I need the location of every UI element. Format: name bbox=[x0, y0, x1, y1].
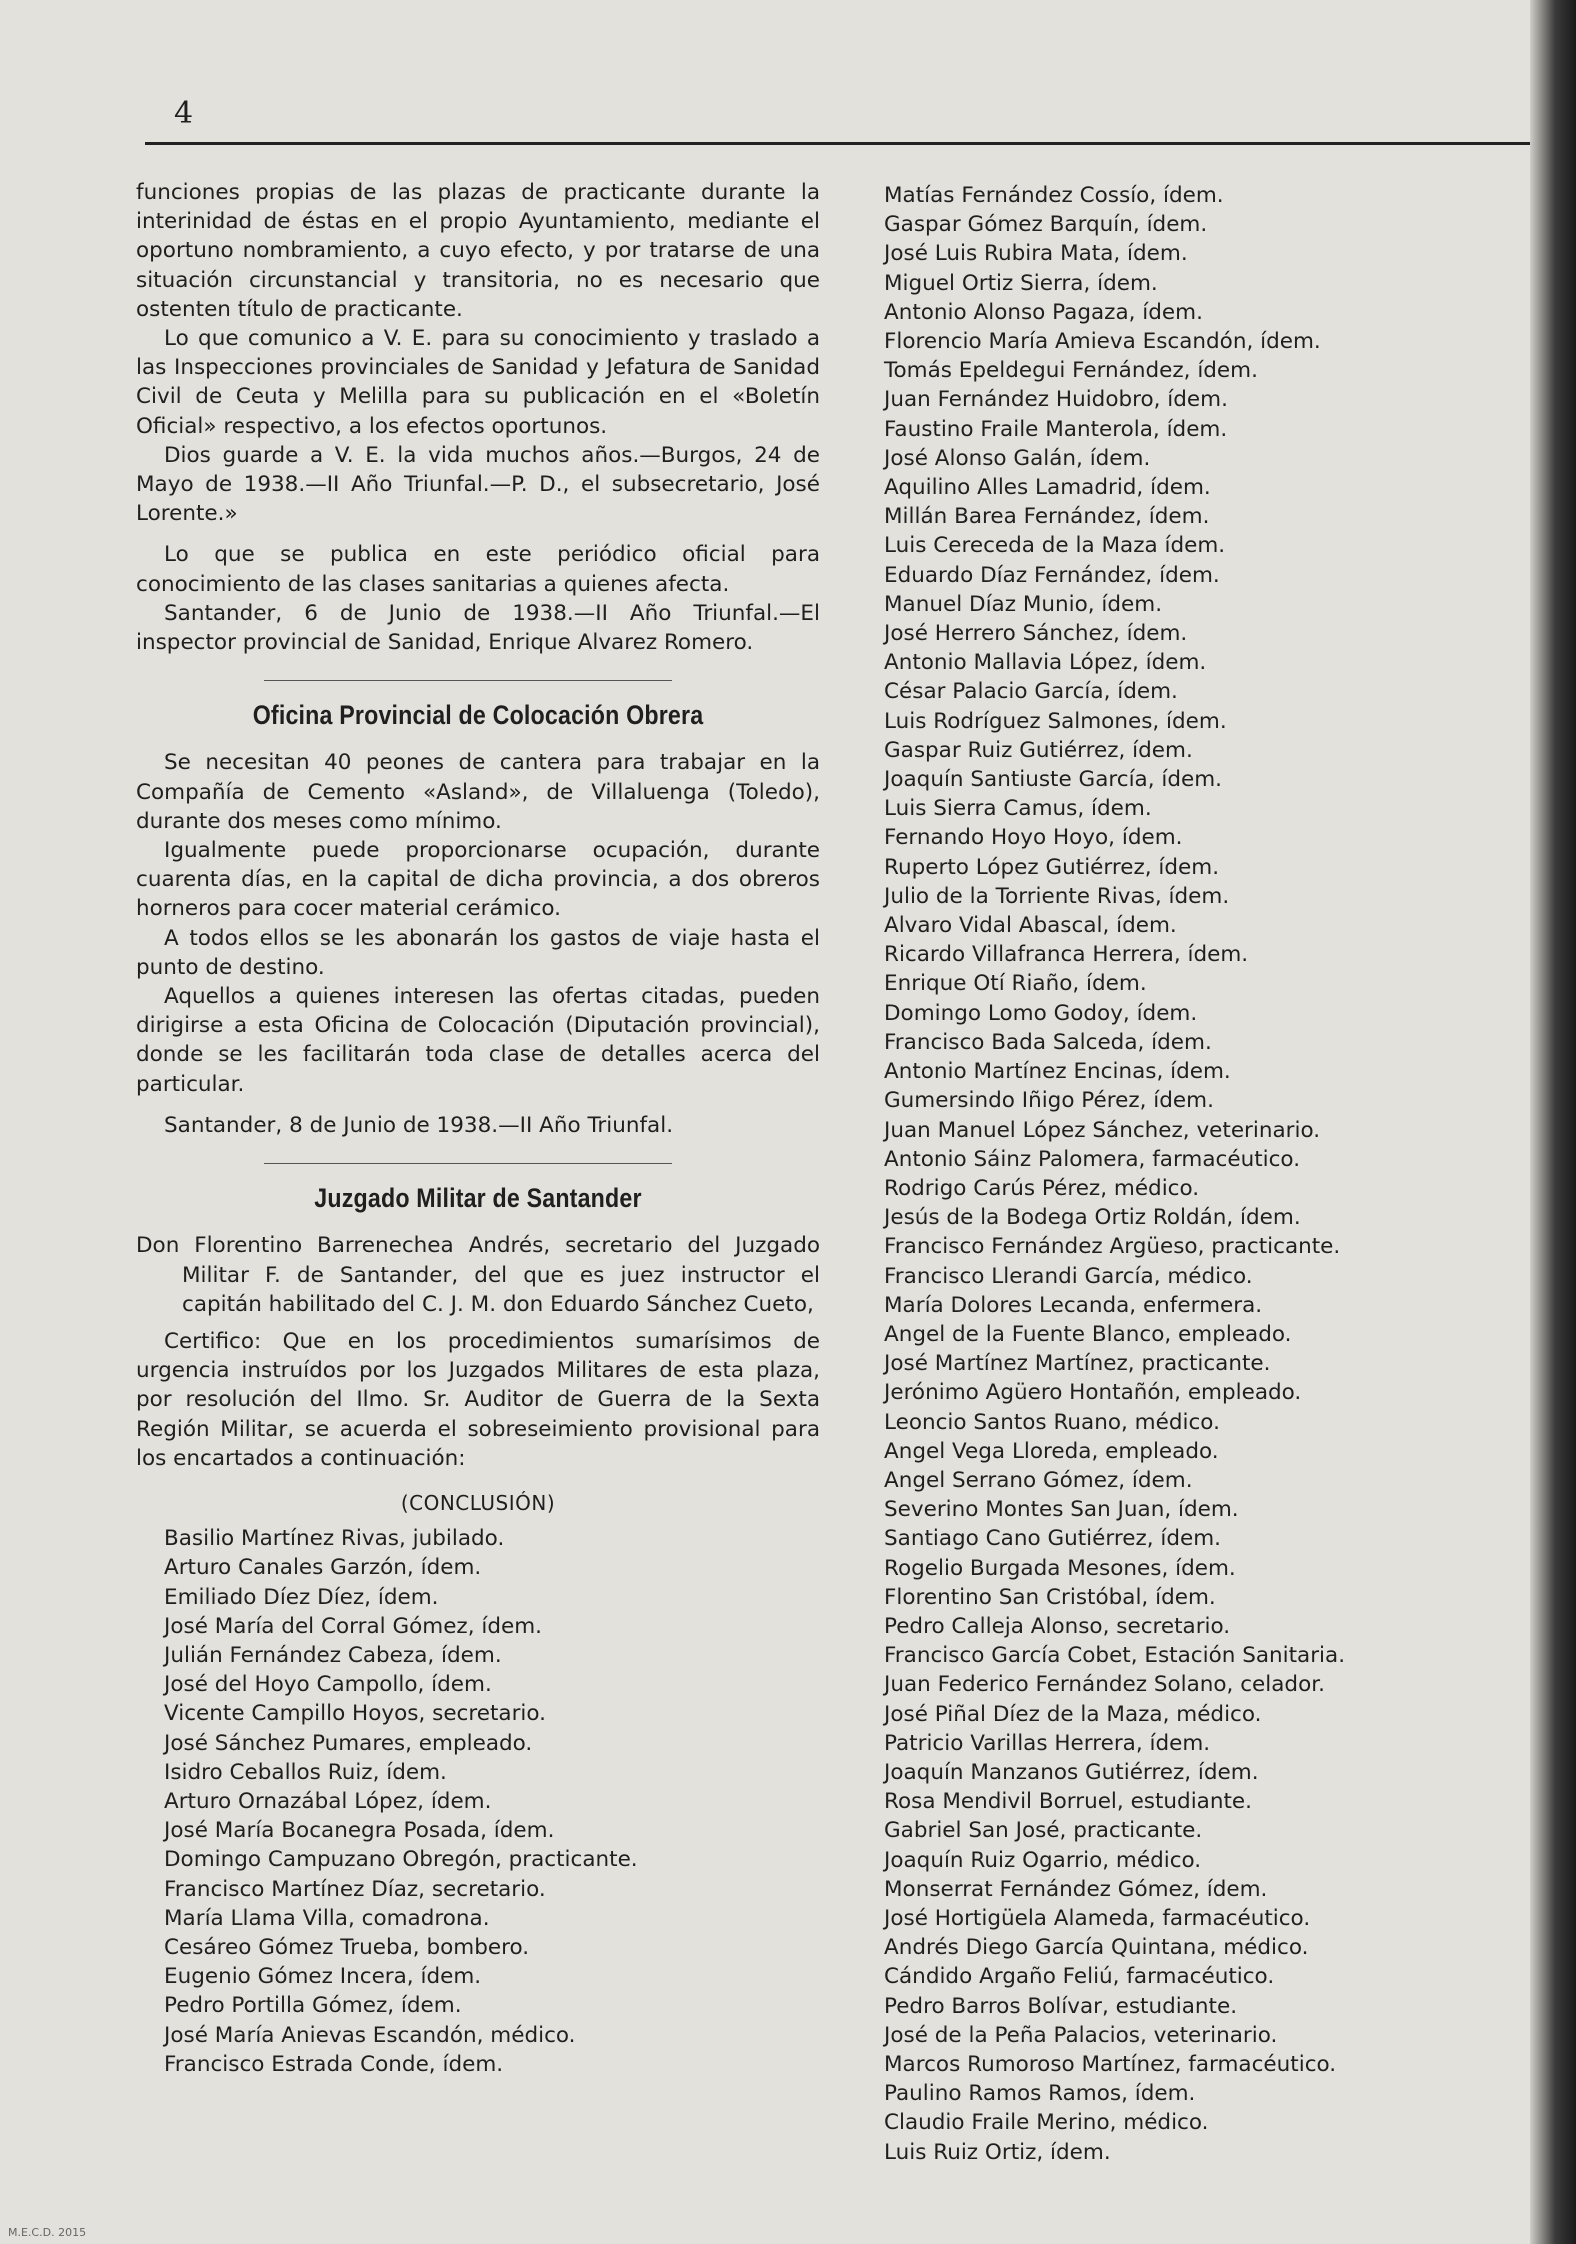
list-item: Gumersindo Iñigo Pérez, ídem. bbox=[884, 1088, 1214, 1114]
footer-watermark: M.E.C.D. 2015 bbox=[8, 2226, 87, 2239]
page-number: 4 bbox=[174, 96, 194, 131]
list-item: Florentino San Cristóbal, ídem. bbox=[884, 1584, 1216, 1610]
list-item: Luis Sierra Camus, ídem. bbox=[884, 796, 1152, 822]
list-item: Arturo Ornazábal López, ídem. bbox=[164, 1788, 492, 1814]
oficina-title: Oficina Provincial de Colocación Obrera bbox=[252, 700, 704, 731]
list-item: Francisco Martínez Díaz, secretario. bbox=[164, 1876, 546, 1902]
list-item: Juan Manuel López Sánchez, veterinario. bbox=[884, 1117, 1321, 1143]
list-item: Leoncio Santos Ruano, médico. bbox=[884, 1409, 1220, 1435]
juzgado-opening: Don Florentino Barrenechea Andrés, secretario del Juzgado Militar F. de Santander, del que es juez instructor el capitán habilitado del C. J. M. don Eduardo Sánchez Cueto, bbox=[136, 1233, 820, 1317]
list-item: José Piñal Díez de la Maza, médico. bbox=[884, 1701, 1262, 1727]
list-item: Fernando Hoyo Hoyo, ídem. bbox=[884, 825, 1183, 851]
list-item: Joaquín Ruiz Ogarrio, médico. bbox=[884, 1847, 1202, 1873]
list-item: Cándido Argaño Feliú, farmacéutico. bbox=[884, 1964, 1275, 1990]
oficina-paragraph-3: A todos ellos se les abonarán los gastos de viaje hasta el punto de destino. bbox=[136, 925, 820, 980]
intro-paragraph-2: Lo que comunico a V. E. para su conocimiento y traslado a las Inspecciones provinciales de Sanidad y Jefatura de Sanidad Civil de Ceuta y Melilla para su publicación en el «Boletín Oficial» respectivo, a los efectos oportunos. bbox=[136, 326, 820, 439]
section-divider bbox=[136, 673, 820, 687]
list-item: José María Anievas Escandón, médico. bbox=[164, 2022, 576, 2048]
list-item: Angel Vega Lloreda, empleado. bbox=[884, 1438, 1219, 1464]
juzgado-title: Juzgado Militar de Santander bbox=[314, 1183, 642, 1214]
list-item: Luis Rodríguez Salmones, ídem. bbox=[884, 708, 1227, 734]
list-item: Isidro Ceballos Ruiz, ídem. bbox=[164, 1759, 447, 1785]
list-item: Eduardo Díaz Fernández, ídem. bbox=[884, 562, 1220, 588]
list-item: Eugenio Gómez Incera, ídem. bbox=[164, 1964, 482, 1990]
list-item: José María del Corral Gómez, ídem. bbox=[164, 1613, 543, 1639]
list-item: José de la Peña Palacios, veterinario. bbox=[884, 2022, 1278, 2048]
oficina-paragraph-2: Igualmente puede proporcionarse ocupación, durante cuarenta días, en la capital de dicha provincia, a dos obreros horneros para cocer material cerámico. bbox=[136, 838, 820, 922]
list-item: Juan Fernández Huidobro, ídem. bbox=[884, 387, 1228, 413]
list-item: Angel Serrano Gómez, ídem. bbox=[884, 1467, 1193, 1493]
list-item: Pedro Portilla Gómez, ídem. bbox=[164, 1993, 462, 2019]
list-item: Antonio Martínez Encinas, ídem. bbox=[884, 1059, 1231, 1085]
right-column bbox=[884, 181, 1424, 2167]
list-item: Vicente Campillo Hoyos, secretario. bbox=[164, 1701, 547, 1727]
list-item: Antonio Mallavia López, ídem. bbox=[884, 650, 1207, 676]
list-item: Cesáreo Gómez Trueba, bombero. bbox=[164, 1934, 530, 1960]
list-item: Arturo Canales Garzón, ídem. bbox=[164, 1555, 482, 1581]
list-item: Pedro Barros Bolívar, estudiante. bbox=[884, 1993, 1238, 2019]
right-name-list bbox=[884, 181, 1424, 2167]
list-item: Francisco García Cobet, Estación Sanitaria. bbox=[884, 1643, 1346, 1669]
list-item: Aquilino Alles Lamadrid, ídem. bbox=[884, 475, 1211, 501]
list-item: Luis Cereceda de la Maza ídem. bbox=[884, 533, 1226, 559]
list-item: José del Hoyo Campollo, ídem. bbox=[164, 1672, 492, 1698]
list-item: Gaspar Ruiz Gutiérrez, ídem. bbox=[884, 737, 1193, 763]
intro-paragraph-4: Lo que se publica en este periódico oficial para conocimiento de las clases sanitarias a quienes afecta. bbox=[136, 542, 820, 597]
list-item: Domingo Campuzano Obregón, practicante. bbox=[164, 1847, 638, 1873]
list-item: Antonio Sáinz Palomera, farmacéutico. bbox=[884, 1146, 1301, 1172]
list-item: Paulino Ramos Ramos, ídem. bbox=[884, 2081, 1196, 2107]
list-item: Rosa Mendivil Borruel, estudiante. bbox=[884, 1789, 1252, 1815]
list-item: César Palacio García, ídem. bbox=[884, 679, 1178, 705]
list-item: Gabriel San José, practicante. bbox=[884, 1818, 1203, 1844]
list-item: Millán Barea Fernández, ídem. bbox=[884, 504, 1210, 530]
list-item: Angel de la Fuente Blanco, empleado. bbox=[884, 1321, 1292, 1347]
list-item: Marcos Rumoroso Martínez, farmacéutico. bbox=[884, 2052, 1337, 2077]
list-item: Juan Federico Fernández Solano, celador. bbox=[884, 1672, 1325, 1698]
juzgado-certifico: Certifico: Que en los procedimientos sumarísimos de urgencia instruídos por los Juzgados Militares de esta plaza, por resolución del Ilmo. Sr. Auditor de Guerra de la Sexta Región Militar, se acuerda el sobreseimiento provisional para los encartados a continuación: bbox=[136, 1328, 820, 1471]
list-item: Joaquín Santiuste García, ídem. bbox=[884, 767, 1223, 793]
oficina-paragraph-4: Aquellos a quienes interesen las ofertas citadas, pueden dirigirse a esta Oficina de Colocación (Diputación provincial), donde se les facilitarán toda clase de detalles acerca del particular. bbox=[136, 984, 820, 1097]
left-column bbox=[136, 178, 820, 2079]
list-item: Florencio María Amieva Escandón, ídem. bbox=[884, 329, 1321, 355]
list-item: Jesús de la Bodega Ortiz Roldán, ídem. bbox=[884, 1205, 1301, 1231]
list-item: Francisco Fernández Argüeso, practicante. bbox=[884, 1234, 1341, 1260]
list-item: Claudio Fraile Merino, médico. bbox=[884, 2110, 1209, 2136]
list-item: Enrique Otí Riaño, ídem. bbox=[884, 971, 1147, 997]
list-item: Miguel Ortiz Sierra, ídem. bbox=[884, 270, 1158, 296]
list-item: José María Bocanegra Posada, ídem. bbox=[164, 1818, 555, 1844]
list-item: Severino Montes San Juan, ídem. bbox=[884, 1497, 1239, 1523]
list-item: Francisco Llerandi García, médico. bbox=[884, 1263, 1253, 1289]
list-item: Tomás Epeldegui Fernández, ídem. bbox=[884, 358, 1258, 384]
list-item: María Llama Villa, comadrona. bbox=[164, 1905, 490, 1931]
list-item: Francisco Bada Salceda, ídem. bbox=[884, 1029, 1212, 1055]
list-item: Rogelio Burgada Mesones, ídem. bbox=[884, 1555, 1236, 1581]
list-item: Ruperto López Gutiérrez, ídem. bbox=[884, 854, 1220, 880]
list-item: Emiliado Díez Díez, ídem. bbox=[164, 1584, 439, 1610]
intro-paragraph-3: Dios guarde a V. E. la vida muchos años.—Burgos, 24 de Mayo de 1938.—II Año Triunfal.—P. D., el subsecretario, José Lorente.» bbox=[136, 442, 820, 527]
list-item: Basilio Martínez Rivas, jubilado. bbox=[164, 1526, 505, 1552]
oficina-paragraph-1: Se necesitan 40 peones de cantera para trabajar en la Compañía de Cemento «Asland», de Villaluenga (Toledo), durante dos meses como mínimo. bbox=[136, 750, 820, 834]
list-item: José Luis Rubira Mata, ídem. bbox=[884, 241, 1188, 267]
list-item: Faustino Fraile Manterola, ídem. bbox=[884, 416, 1228, 442]
list-item: Julián Fernández Cabeza, ídem. bbox=[164, 1642, 502, 1668]
list-item: Joaquín Manzanos Gutiérrez, ídem. bbox=[884, 1759, 1259, 1785]
list-item: Manuel Díaz Munio, ídem. bbox=[884, 591, 1163, 617]
oficina-paragraph-5: Santander, 8 de Junio de 1938.—II Año Triunfal. bbox=[164, 1112, 674, 1138]
list-item: Patricio Varillas Herrera, ídem. bbox=[884, 1730, 1211, 1756]
list-item: Luis Ruiz Ortiz, ídem. bbox=[884, 2139, 1111, 2165]
list-item: Ricardo Villafranca Herrera, ídem. bbox=[884, 942, 1249, 968]
conclusion-label: (CONCLUSIÓN) bbox=[400, 1490, 556, 1515]
list-item: María Dolores Lecanda, enfermera. bbox=[884, 1292, 1263, 1318]
list-item: José Alonso Galán, ídem. bbox=[884, 445, 1151, 471]
list-item: José Sánchez Pumares, empleado. bbox=[164, 1730, 533, 1756]
list-item: Alvaro Vidal Abascal, ídem. bbox=[884, 913, 1177, 939]
list-item: Monserrat Fernández Gómez, ídem. bbox=[884, 1876, 1268, 1902]
section-divider bbox=[136, 1156, 820, 1170]
list-item: Andrés Diego García Quintana, médico. bbox=[884, 1935, 1309, 1961]
intro-paragraph-1: funciones propias de las plazas de practicante durante la interinidad de éstas en el propio Ayuntamiento, mediante el oportuno nombramiento, a cuyo efecto, y por tratarse de una situación circunstancial y transitoria, no es necesario que ostenten título de practicante. bbox=[136, 180, 820, 322]
list-item: Domingo Lomo Godoy, ídem. bbox=[884, 1000, 1198, 1026]
list-item: José Herrero Sánchez, ídem. bbox=[884, 621, 1188, 647]
header-rule bbox=[145, 142, 1530, 145]
list-item: Gaspar Gómez Barquín, ídem. bbox=[884, 212, 1208, 238]
list-item: Antonio Alonso Pagaza, ídem. bbox=[884, 299, 1203, 325]
list-item: Matías Fernández Cossío, ídem. bbox=[884, 183, 1224, 208]
page-edge-shadow bbox=[1530, 0, 1576, 2244]
list-item: Francisco Estrada Conde, ídem. bbox=[164, 2051, 504, 2077]
list-item: Julio de la Torriente Rivas, ídem. bbox=[884, 883, 1230, 909]
list-item: Pedro Calleja Alonso, secretario. bbox=[884, 1613, 1231, 1639]
list-item: Santiago Cano Gutiérrez, ídem. bbox=[884, 1526, 1222, 1552]
list-item: Jerónimo Agüero Hontañón, empleado. bbox=[884, 1380, 1302, 1406]
list-item: José Hortigüela Alameda, farmacéutico. bbox=[884, 1905, 1311, 1931]
list-item: Rodrigo Carús Pérez, médico. bbox=[884, 1175, 1200, 1201]
list-item: José Martínez Martínez, practicante. bbox=[884, 1351, 1271, 1377]
intro-paragraph-5: Santander, 6 de Junio de 1938.—II Año Triunfal.—El inspector provincial de Sanidad, Enrique Alvarez Romero. bbox=[136, 600, 820, 656]
left-name-list bbox=[136, 1524, 820, 2079]
